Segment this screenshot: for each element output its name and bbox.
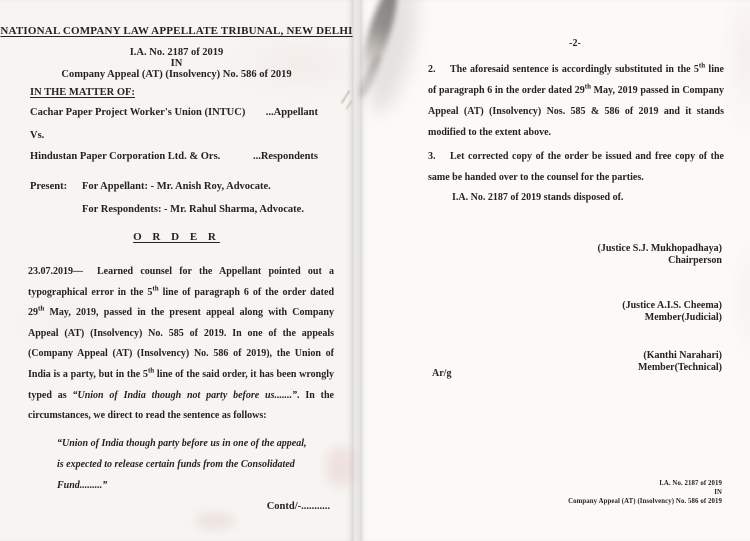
stenographer-initials: Ar/g (432, 368, 452, 379)
signatory-name: (Justice S.J. Mukhopadhaya) (597, 243, 722, 254)
paragraph-text: The aforesaid sentence is accordingly substituted in the 5th line of paragraph 6 in the order dated 29th May, 2019 passed in Company Appeal (AT) (Insolvency) Nos. 585 & 586 of 2019 and it stands modified to the extent above. (428, 61, 724, 138)
appeal-number: Company Appeal (AT) (Insolvency) No. 586 of 2019 (61, 69, 292, 80)
order-paragraph-3 (428, 146, 724, 188)
order-paragraph-2 (428, 59, 724, 143)
signatory-name: (Justice A.I.S. Cheema) (622, 300, 722, 311)
quote-line: is expected to release certain funds from the Consolidated (57, 458, 295, 470)
continuation-mark: Contd/-........... (266, 501, 330, 512)
signatory-member-judicial (428, 300, 722, 323)
signatory-chairperson (428, 243, 722, 266)
paragraph-number: 2. (428, 64, 436, 75)
footer-line: IN (714, 489, 722, 496)
signatory-title: Chairperson (668, 254, 722, 266)
cause-title (0, 47, 353, 80)
ia-number: I.A. No. 2187 of 2019 (129, 47, 224, 58)
order-heading: O R D E R (133, 231, 220, 243)
quote-line: “Union of India though party before us in one of the appeal, (57, 438, 307, 449)
appellant-role: ...Appellant (265, 107, 318, 118)
quote-line: Fund.........” (57, 479, 108, 491)
scan-stain (326, 446, 354, 488)
scan-shadow-smudge (359, 0, 427, 117)
scanned-page-2 (362, 0, 750, 541)
signatory-title: Member(Judicial) (644, 311, 722, 323)
scan-shadow-smudge (355, 0, 403, 81)
appearance-appellant: For Appellant: - Mr. Anish Roy, Advocate. (82, 181, 271, 192)
pencil-mark (346, 100, 353, 110)
signatory-title: Member(Technical) (637, 361, 722, 373)
appellant-name: Cachar Paper Project Worker's Union (INTUC) (30, 107, 246, 118)
respondent-role: ...Respondents (252, 151, 318, 162)
footer-line: I.A. No. 2187 of 2019 (659, 480, 722, 487)
versus-label: Vs. (30, 130, 45, 141)
paragraph-number: 3. (428, 151, 436, 162)
appellant-row (30, 107, 318, 118)
footer-line: Company Appeal (AT) (Insolvency) No. 586 of 2019 (568, 498, 722, 505)
pencil-mark (341, 90, 351, 104)
paragraph-text: Let corrected copy of the order be issued and free copy of the same be handed over to the counsel for the parties. (428, 151, 724, 183)
signatory-name: (Kanthi Narahari) (643, 350, 722, 361)
respondent-name: Hindustan Paper Corporation Ltd. & Ors. (30, 151, 221, 162)
signatory-member-technical (428, 350, 722, 373)
scan-stain (194, 512, 236, 530)
scanned-page-1 (0, 0, 353, 541)
matter-heading: IN THE MATTER OF: (30, 87, 135, 98)
disposal-line: I.A. No. 2187 of 2019 stands disposed of. (452, 192, 624, 203)
in-word: IN (170, 58, 183, 69)
order-paragraph: 23.07.2019— Learned counsel for the Appellant pointed out a typographical error in the 5th line of paragraph 6 of the order dated 29th May, 2019, passed in the present appeal along with Company Appeal (AT) (Insolvency) No. 585 of 2019. In one of the appeals (Company Appeal (AT) (Insolvency) No. 586 of 2019), the Union of India is a party, but in the 5th line of the said order, it has been wrongly typed as “Union of India though not party before us.......”. In the circumstances, we direct to read the sentence as follows: (28, 266, 335, 422)
footer-cause-title (362, 479, 722, 506)
quoted-sentence (57, 434, 306, 496)
court-title: NATIONAL COMPANY LAW APPELLATE TRIBUNAL, NEW DELHI (0, 25, 353, 37)
respondent-row (30, 151, 318, 162)
appearance-respondents: For Respondents: - Mr. Rahul Sharma, Advocate. (82, 204, 304, 215)
page-number: -2- (569, 38, 581, 49)
present-label: Present: (30, 181, 68, 192)
